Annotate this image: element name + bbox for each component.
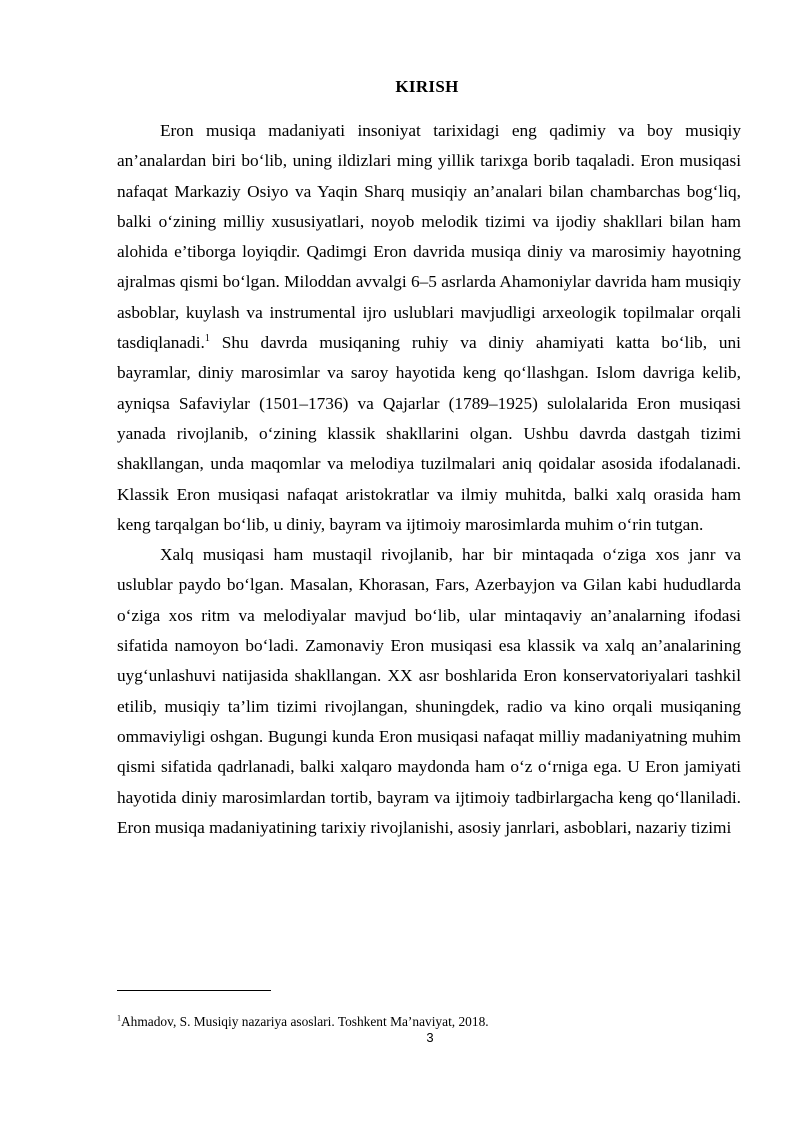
footnote-separator <box>117 990 271 991</box>
paragraph-text: Shu davrda musiqaning ruhiy va diniy ahamiyati katta bo‘lib, uni bayramlar, diniy marosimlar va saroy hayotida keng qo‘llashgan. Islom davriga kelib, ayniqsa Safaviylar (1501–1736) va Qajarlar (1789–1925) sulolalarida Eron musiqasi yanada rivojlanib, o‘zining klassik shakllarini olgan. Ushbu davrda dastgah tizimi shakllangan, unda maqomlar va melodiya tuzilmalari aniq qoidalar asosida ifodalanadi. Klassik Eron musiqasi nafaqat aristokratlar va ilmiy muhitda, balki xalq orasida ham keng tarqalgan bo‘lib, u diniy, bayram va ijtimoiy marosimlarda muhim o‘rin tutgan. <box>117 333 741 534</box>
footnote-text: Ahmadov, S. Musiqiy nazariya asoslari. Toshkent Ma’naviyat, 2018. <box>121 1014 489 1029</box>
page-number: 3 <box>426 1030 434 1045</box>
page-title: KIRISH <box>395 77 459 96</box>
footnote <box>117 1013 741 1031</box>
paragraph-text: Eron musiqa madaniyati insoniyat tarixidagi eng qadimiy va boy musiqiy an’analardan biri bo‘lib, uning ildizlari ming yillik tarixga borib taqaladi. Eron musiqasi nafaqat Markaziy Osiyo va Yaqin Sharq musiqiy an’analari bilan chambarchas bog‘liq, balki o‘zining milliy xususiyatlari, noyob melodik tizimi va ijodiy shakllari bilan ham alohida e’tiborga loyiqdir. Qadimgi Eron davrida musiqa diniy va marosimiy hayotning ajralmas qismi bo‘lgan. Miloddan avvalgi 6–5 asrlarda Ahamoniylar davrida ham musiqiy asboblar, kuylash va instrumental ijro uslublari mavjudligi arxeologik topilmalar orqali tasdiqlanadi. <box>117 121 741 353</box>
body-text <box>117 116 741 843</box>
paragraph: Xalq musiqasi ham mustaqil rivojlanib, har bir mintaqada o‘ziga xos janr va uslublar paydo bo‘lgan. Masalan, Khorasan, Fars, Azerbayjon va Gilan kabi hududlarda o‘ziga xos ritm va melodiyalar mavjud bo‘lib, ular mintaqaviy an’analarning ifodasi sifatida namoyon bo‘ladi. Zamonaviy Eron musiqasi esa klassik va xalq an’analarining uyg‘unlashuvi natijasida shakllangan. XX asr boshlarida Eron konservatoriyalari tashkil etilib, musiqiy ta’lim tizimi rivojlangan, shuningdek, radio va kino orqali musiqaning ommaviyligi oshgan. Bugungi kunda Eron musiqasi nafaqat milliy madaniyatning muhim qismi sifatida qadrlanadi, balki xalqaro maydonda ham o‘z o‘rniga ega. U Eron jamiyati hayotida diniy marosimlardan tortib, bayram va ijtimoiy tadbirlargacha keng qo‘llaniladi. Eron musiqa madaniyatining tarixiy rivojlanishi, asosiy janrlari, asboblari, nazariy tizimi <box>117 545 741 837</box>
footnote-reference: 1 <box>204 333 210 345</box>
paragraph <box>117 116 741 540</box>
footnote-mark: 1 <box>117 1013 121 1023</box>
